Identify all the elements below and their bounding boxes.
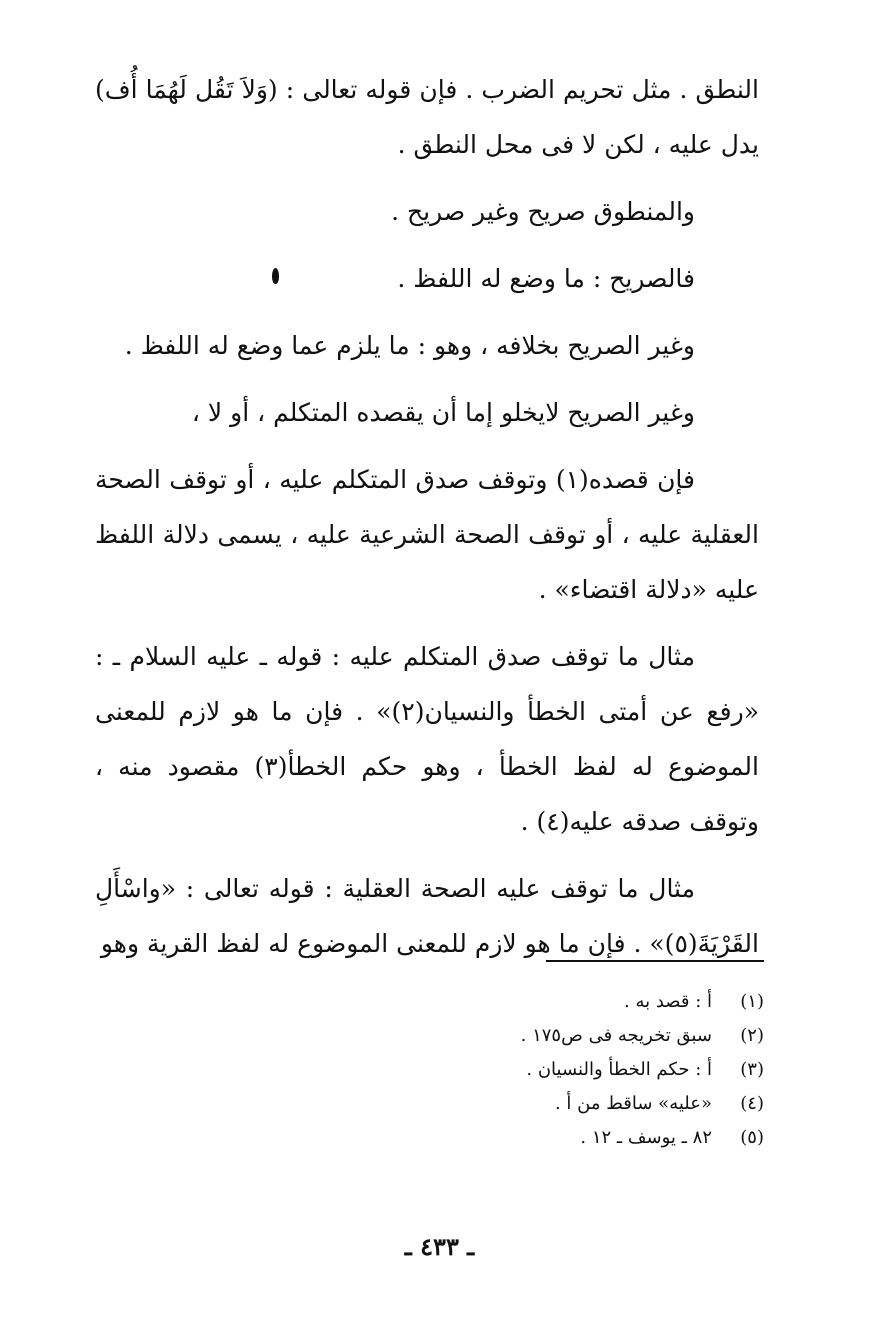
footnotes [344, 985, 764, 1155]
footnote-item [344, 1019, 764, 1053]
main-text [95, 62, 759, 975]
paragraph-4: وغير الصريح بخلافه ، وهو : ما يلزم عما وضع له اللفظ . [124, 331, 695, 360]
paragraph-1: النطق . مثل تحريم الضرب . فإن قوله تعالى : (وَلاَ تَقُل لَهُمَا أُف) يدل عليه ، لكن لا فى محل النطق . [95, 75, 759, 159]
footnote-text: ٨٢ ـ يوسف ـ ١٢ . [580, 1127, 712, 1148]
footnote-number: (١) [740, 991, 764, 1012]
footnote-item [344, 985, 764, 1019]
footnote-item [344, 1087, 764, 1121]
footnote-divider [546, 960, 764, 962]
page-number: ـ ٤٣٣ ـ [404, 1232, 475, 1261]
footnote-number: (٢) [740, 1025, 764, 1046]
paragraph-5: وغير الصريح لايخلو إما أن يقصده المتكلم ، أو لا ، [191, 398, 695, 427]
footnote-text: «عليه» ساقط من أ . [554, 1093, 712, 1114]
paragraph-6: فإن قصده(١) وتوقف صدق المتكلم عليه ، أو توقف الصحة العقلية عليه ، أو توقف الصحة الشرعية عليه ، يسمى دلالة اللفظ عليه «دلالة اقتضاء» . [95, 465, 759, 604]
footnote-text: أ : قصد به . [624, 991, 712, 1012]
paragraph-8: مثال ما توقف عليه الصحة العقلية : قوله تعالى : «واسْأَلِ القَرْيَةَ(٥)» . فإن ما هو لازم للمعنى الموضوع له لفظ القرية وهو [95, 874, 759, 958]
footnote-text: سبق تخريجه فى ص١٧٥ . [520, 1025, 712, 1046]
footnote-item [344, 1121, 764, 1155]
footnote-number: (٥) [740, 1127, 764, 1148]
paragraph-3: فالصريح : ما وضع له اللفظ . [397, 264, 695, 293]
paragraph-2: والمنطوق صريح وغير صريح . [391, 197, 695, 226]
ink-mark [272, 268, 279, 284]
footnote-number: (٤) [740, 1093, 764, 1114]
footnote-text: أ : حكم الخطأ والنسيان . [526, 1059, 712, 1080]
paragraph-7: مثال ما توقف صدق المتكلم عليه : قوله ـ عليه السلام ـ : «رفع عن أمتى الخطأ والنسيان(٢)» . فإن ما هو لازم للمعنى الموضوع له لفظ الخطأ ، وهو حكم الخطأ(٣) مقصود منه ، وتوقف صدقه عليه(٤) . [95, 642, 759, 836]
footnote-item [344, 1053, 764, 1087]
footnote-number: (٣) [740, 1059, 764, 1080]
